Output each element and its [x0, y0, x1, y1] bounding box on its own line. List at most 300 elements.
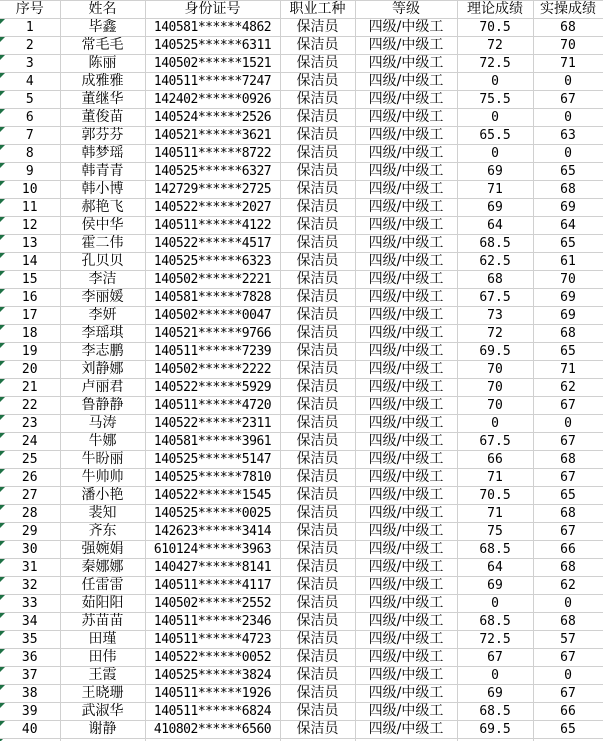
- cell-theory-score[interactable]: 0: [457, 415, 533, 433]
- serial-number-text: 28: [21, 506, 38, 521]
- cell-serial-number[interactable]: [0, 541, 60, 559]
- cell-serial-number[interactable]: [0, 451, 60, 469]
- table-row: [0, 451, 603, 469]
- cell-theory-score[interactable]: 70: [457, 361, 533, 379]
- cell-job-type[interactable]: 保洁员: [280, 19, 355, 37]
- cell-serial-number[interactable]: [0, 163, 60, 181]
- cell-id-number[interactable]: 140511******7239: [145, 343, 280, 361]
- cell-name[interactable]: 李志鹏: [60, 343, 145, 361]
- cell-job-type[interactable]: 保洁员: [280, 37, 355, 55]
- cell-id-number[interactable]: 410802******6560: [145, 721, 280, 739]
- cell-level[interactable]: 四级/中级工: [355, 667, 457, 685]
- cell-name[interactable]: 成雅雅: [60, 73, 145, 91]
- cell-level[interactable]: 四级/中级工: [355, 559, 457, 577]
- cell-practical-score[interactable]: 68: [533, 325, 603, 343]
- cell-practical-score[interactable]: 0: [533, 73, 603, 91]
- cell-job-type[interactable]: 保洁员: [280, 667, 355, 685]
- cell-name[interactable]: 毕鑫: [60, 19, 145, 37]
- cell-id-number[interactable]: 140525******3824: [145, 667, 280, 685]
- cell-serial-number[interactable]: [0, 667, 60, 685]
- cell-serial-number[interactable]: [0, 235, 60, 253]
- cell-level[interactable]: 四级/中级工: [355, 127, 457, 145]
- cell-theory-score[interactable]: 68.5: [457, 235, 533, 253]
- cell-job-type[interactable]: 保洁员: [280, 703, 355, 721]
- cell-practical-score[interactable]: 63: [533, 127, 603, 145]
- cell-theory-score[interactable]: 70: [457, 397, 533, 415]
- cell-serial-number[interactable]: [0, 487, 60, 505]
- cell-name[interactable]: 牛娜: [60, 433, 145, 451]
- cell-theory-score[interactable]: 68: [457, 271, 533, 289]
- cell-level[interactable]: 四级/中级工: [355, 469, 457, 487]
- cell-practical-score[interactable]: 68: [533, 181, 603, 199]
- error-indicator-icon: [0, 559, 5, 564]
- cell-level[interactable]: 四级/中级工: [355, 433, 457, 451]
- cell-job-type[interactable]: 保洁员: [280, 505, 355, 523]
- cell-name[interactable]: 郝艳飞: [60, 199, 145, 217]
- cell-id-number[interactable]: 140511******7247: [145, 73, 280, 91]
- cell-level[interactable]: 四级/中级工: [355, 685, 457, 703]
- cell-name[interactable]: 侯中华: [60, 217, 145, 235]
- cell-practical-score[interactable]: 61: [533, 253, 603, 271]
- cell-level[interactable]: 四级/中级工: [355, 379, 457, 397]
- cell-id-number[interactable]: 140502******2222: [145, 361, 280, 379]
- cell-id-number[interactable]: 142402******0926: [145, 91, 280, 109]
- cell-job-type[interactable]: 保洁员: [280, 487, 355, 505]
- cell-id-number[interactable]: 140525******5147: [145, 451, 280, 469]
- cell-theory-score[interactable]: 67.5: [457, 289, 533, 307]
- cell-serial-number[interactable]: [0, 217, 60, 235]
- cell-id-number[interactable]: 140511******8722: [145, 145, 280, 163]
- cell-name[interactable]: 马涛: [60, 415, 145, 433]
- cell-practical-score[interactable]: 69: [533, 307, 603, 325]
- cell-serial-number[interactable]: [0, 415, 60, 433]
- cell-level[interactable]: 四级/中级工: [355, 361, 457, 379]
- cell-id-number[interactable]: 140581******4862: [145, 19, 280, 37]
- cell-practical-score[interactable]: 64: [533, 217, 603, 235]
- header-cell-id[interactable]: 身份证号: [145, 1, 280, 19]
- cell-level[interactable]: 四级/中级工: [355, 73, 457, 91]
- cell-level[interactable]: 四级/中级工: [355, 145, 457, 163]
- cell-theory-score[interactable]: 71: [457, 505, 533, 523]
- cell-serial-number[interactable]: [0, 703, 60, 721]
- cell-serial-number[interactable]: [0, 127, 60, 145]
- cell-job-type[interactable]: 保洁员: [280, 523, 355, 541]
- cell-name[interactable]: 韩小博: [60, 181, 145, 199]
- cell-serial-number[interactable]: [0, 577, 60, 595]
- error-indicator-icon: [0, 451, 5, 456]
- cell-serial-number[interactable]: [0, 73, 60, 91]
- cell-id-number[interactable]: 140511******2346: [145, 613, 280, 631]
- cell-practical-score[interactable]: 68: [533, 505, 603, 523]
- cell-level[interactable]: 四级/中级工: [355, 631, 457, 649]
- cell-theory-score[interactable]: 64: [457, 559, 533, 577]
- cell-practical-score[interactable]: 62: [533, 577, 603, 595]
- cell-name[interactable]: 韩梦瑶: [60, 145, 145, 163]
- cell-serial-number[interactable]: [0, 433, 60, 451]
- cell-id-number[interactable]: 140525******6327: [145, 163, 280, 181]
- cell-id-number[interactable]: 140511******4122: [145, 217, 280, 235]
- cell-serial-number[interactable]: [0, 19, 60, 37]
- cell-level[interactable]: 四级/中级工: [355, 523, 457, 541]
- cell-id-number[interactable]: 140521******9766: [145, 325, 280, 343]
- cell-id-number[interactable]: 140521******3621: [145, 127, 280, 145]
- cell-name[interactable]: 李丽媛: [60, 289, 145, 307]
- cell-job-type[interactable]: 保洁员: [280, 343, 355, 361]
- cell-practical-score[interactable]: 69: [533, 199, 603, 217]
- cell-theory-score[interactable]: 65.5: [457, 127, 533, 145]
- serial-number-text: 36: [21, 650, 38, 665]
- header-cell-theory[interactable]: 理论成绩: [457, 1, 533, 19]
- serial-number-text: 25: [21, 452, 38, 467]
- cell-name[interactable]: 孔贝贝: [60, 253, 145, 271]
- header-cell-name[interactable]: 姓名: [60, 1, 145, 19]
- cell-name[interactable]: 田瑾: [60, 631, 145, 649]
- cell-level[interactable]: 四级/中级工: [355, 19, 457, 37]
- cell-practical-score[interactable]: 67: [533, 397, 603, 415]
- cell-id-number[interactable]: 140511******4723: [145, 631, 280, 649]
- cell-name[interactable]: 王晓珊: [60, 685, 145, 703]
- cell-name[interactable]: 霍二伟: [60, 235, 145, 253]
- cell-serial-number[interactable]: [0, 595, 60, 613]
- cell-theory-score[interactable]: 72: [457, 37, 533, 55]
- cell-id-number[interactable]: 140502******0047: [145, 307, 280, 325]
- header-cell-job[interactable]: 职业工种: [280, 1, 355, 19]
- cell-serial-number[interactable]: [0, 613, 60, 631]
- cell-name[interactable]: 谢静: [60, 721, 145, 739]
- cell-name[interactable]: 卢丽君: [60, 379, 145, 397]
- cell-name[interactable]: 王霞: [60, 667, 145, 685]
- cell-name[interactable]: 鲁静静: [60, 397, 145, 415]
- cell-job-type[interactable]: 保洁员: [280, 379, 355, 397]
- cell-name[interactable]: 刘静娜: [60, 361, 145, 379]
- cell-theory-score[interactable]: 0: [457, 595, 533, 613]
- cell-job-type[interactable]: 保洁员: [280, 397, 355, 415]
- table-row: [0, 523, 603, 541]
- cell-theory-score[interactable]: 68.5: [457, 703, 533, 721]
- cell-practical-score[interactable]: 0: [533, 145, 603, 163]
- cell-id-number[interactable]: 140525******7810: [145, 469, 280, 487]
- cell-name[interactable]: 秦娜娜: [60, 559, 145, 577]
- cell-theory-score[interactable]: 69: [457, 577, 533, 595]
- cell-id-number[interactable]: 140511******1926: [145, 685, 280, 703]
- cell-level[interactable]: 四级/中级工: [355, 343, 457, 361]
- cell-level[interactable]: 四级/中级工: [355, 199, 457, 217]
- cell-id-number[interactable]: 140522******2027: [145, 199, 280, 217]
- cell-job-type[interactable]: 保洁员: [280, 415, 355, 433]
- cell-job-type[interactable]: 保洁员: [280, 577, 355, 595]
- cell-job-type[interactable]: 保洁员: [280, 217, 355, 235]
- cell-job-type[interactable]: 保洁员: [280, 469, 355, 487]
- cell-id-number[interactable]: 142729******2725: [145, 181, 280, 199]
- cell-id-number[interactable]: 140522******2311: [145, 415, 280, 433]
- cell-job-type[interactable]: 保洁员: [280, 361, 355, 379]
- cell-id-number[interactable]: 140522******5929: [145, 379, 280, 397]
- cell-name[interactable]: 郭芬芬: [60, 127, 145, 145]
- cell-id-number[interactable]: 140427******8141: [145, 559, 280, 577]
- cell-theory-score[interactable]: 67: [457, 649, 533, 667]
- cell-serial-number[interactable]: [0, 253, 60, 271]
- cell-id-number[interactable]: 610124******3963: [145, 541, 280, 559]
- cell-theory-score[interactable]: 66: [457, 451, 533, 469]
- cell-level[interactable]: 四级/中级工: [355, 649, 457, 667]
- cell-name[interactable]: 李洁: [60, 271, 145, 289]
- cell-level[interactable]: 四级/中级工: [355, 487, 457, 505]
- cell-practical-score[interactable]: 67: [533, 433, 603, 451]
- cell-job-type[interactable]: 保洁员: [280, 649, 355, 667]
- cell-level[interactable]: 四级/中级工: [355, 541, 457, 559]
- cell-theory-score[interactable]: 0: [457, 145, 533, 163]
- cell-practical-score[interactable]: 67: [533, 685, 603, 703]
- cell-practical-score[interactable]: 67: [533, 523, 603, 541]
- cell-name[interactable]: 齐东: [60, 523, 145, 541]
- cell-theory-score[interactable]: 68.5: [457, 541, 533, 559]
- cell-job-type[interactable]: 保洁员: [280, 289, 355, 307]
- cell-job-type[interactable]: 保洁员: [280, 109, 355, 127]
- cell-theory-score[interactable]: 69.5: [457, 343, 533, 361]
- cell-theory-score[interactable]: 69: [457, 685, 533, 703]
- cell-level[interactable]: 四级/中级工: [355, 217, 457, 235]
- cell-theory-score[interactable]: 69: [457, 199, 533, 217]
- cell-theory-score[interactable]: 68.5: [457, 613, 533, 631]
- cell-level[interactable]: 四级/中级工: [355, 55, 457, 73]
- cell-level[interactable]: 四级/中级工: [355, 235, 457, 253]
- cell-practical-score[interactable]: 70: [533, 271, 603, 289]
- cell-id-number[interactable]: 140525******6323: [145, 253, 280, 271]
- cell-job-type[interactable]: 保洁员: [280, 433, 355, 451]
- cell-job-type[interactable]: 保洁员: [280, 613, 355, 631]
- cell-id-number[interactable]: 140522******0052: [145, 649, 280, 667]
- cell-serial-number[interactable]: [0, 721, 60, 739]
- cell-level[interactable]: 四级/中级工: [355, 613, 457, 631]
- error-indicator-icon: [0, 91, 5, 96]
- cell-serial-number[interactable]: [0, 379, 60, 397]
- cell-serial-number[interactable]: [0, 325, 60, 343]
- cell-name[interactable]: 李瑶琪: [60, 325, 145, 343]
- cell-name[interactable]: 武淑华: [60, 703, 145, 721]
- cell-name[interactable]: 田伟: [60, 649, 145, 667]
- cell-name[interactable]: 韩青青: [60, 163, 145, 181]
- cell-id-number[interactable]: 140525******0025: [145, 505, 280, 523]
- cell-level[interactable]: 四级/中级工: [355, 595, 457, 613]
- cell-name[interactable]: 董继华: [60, 91, 145, 109]
- cell-theory-score[interactable]: 69: [457, 163, 533, 181]
- cell-id-number[interactable]: 140525******6311: [145, 37, 280, 55]
- cell-id-number[interactable]: 140581******3961: [145, 433, 280, 451]
- cell-serial-number[interactable]: [0, 181, 60, 199]
- cell-job-type[interactable]: 保洁员: [280, 181, 355, 199]
- cell-name[interactable]: 茹阳阳: [60, 595, 145, 613]
- cell-practical-score[interactable]: 65: [533, 487, 603, 505]
- cell-theory-score[interactable]: 70.5: [457, 487, 533, 505]
- cell-serial-number[interactable]: [0, 505, 60, 523]
- serial-number-text: 34: [21, 614, 38, 629]
- cell-practical-score[interactable]: 57: [533, 631, 603, 649]
- cell-practical-score[interactable]: 65: [533, 343, 603, 361]
- cell-name[interactable]: 任雷雷: [60, 577, 145, 595]
- cell-name[interactable]: 裴知: [60, 505, 145, 523]
- cell-practical-score[interactable]: 71: [533, 55, 603, 73]
- cell-level[interactable]: 四级/中级工: [355, 271, 457, 289]
- cell-serial-number[interactable]: [0, 469, 60, 487]
- cell-serial-number[interactable]: [0, 649, 60, 667]
- cell-theory-score[interactable]: 70.5: [457, 19, 533, 37]
- cell-level[interactable]: 四级/中级工: [355, 181, 457, 199]
- cell-job-type[interactable]: 保洁员: [280, 199, 355, 217]
- cell-job-type[interactable]: 保洁员: [280, 127, 355, 145]
- cell-job-type[interactable]: 保洁员: [280, 55, 355, 73]
- cell-job-type[interactable]: 保洁员: [280, 163, 355, 181]
- cell-id-number[interactable]: 140522******1545: [145, 487, 280, 505]
- cell-job-type[interactable]: 保洁员: [280, 235, 355, 253]
- cell-level[interactable]: 四级/中级工: [355, 505, 457, 523]
- cell-job-type[interactable]: 保洁员: [280, 73, 355, 91]
- cell-serial-number[interactable]: [0, 289, 60, 307]
- cell-name[interactable]: 牛盼丽: [60, 451, 145, 469]
- cell-name[interactable]: 李妍: [60, 307, 145, 325]
- cell-theory-score[interactable]: 64: [457, 217, 533, 235]
- cell-id-number[interactable]: 142623******3414: [145, 523, 280, 541]
- cell-theory-score[interactable]: 0: [457, 73, 533, 91]
- cell-theory-score[interactable]: 70: [457, 379, 533, 397]
- cell-serial-number[interactable]: [0, 397, 60, 415]
- cell-practical-score[interactable]: 0: [533, 109, 603, 127]
- cell-job-type[interactable]: 保洁员: [280, 595, 355, 613]
- cell-level[interactable]: 四级/中级工: [355, 253, 457, 271]
- cell-name[interactable]: 潘小艳: [60, 487, 145, 505]
- cell-job-type[interactable]: 保洁员: [280, 307, 355, 325]
- cell-theory-score[interactable]: 75: [457, 523, 533, 541]
- cell-level[interactable]: 四级/中级工: [355, 289, 457, 307]
- cell-theory-score[interactable]: 0: [457, 667, 533, 685]
- cell-id-number[interactable]: 140581******7828: [145, 289, 280, 307]
- cell-name[interactable]: 牛帅帅: [60, 469, 145, 487]
- error-indicator-icon: [0, 271, 5, 276]
- cell-name[interactable]: 强婉娟: [60, 541, 145, 559]
- cell-serial-number[interactable]: [0, 55, 60, 73]
- cell-theory-score[interactable]: 71: [457, 469, 533, 487]
- cell-theory-score[interactable]: 72.5: [457, 55, 533, 73]
- error-indicator-icon: [0, 127, 5, 132]
- cell-level[interactable]: 四级/中级工: [355, 415, 457, 433]
- cell-id-number[interactable]: 140502******1521: [145, 55, 280, 73]
- cell-job-type[interactable]: 保洁员: [280, 631, 355, 649]
- cell-level[interactable]: 四级/中级工: [355, 703, 457, 721]
- cell-practical-score[interactable]: 70: [533, 37, 603, 55]
- cell-serial-number[interactable]: [0, 523, 60, 541]
- cell-level[interactable]: 四级/中级工: [355, 721, 457, 739]
- cell-practical-score[interactable]: 65: [533, 163, 603, 181]
- cell-practical-score[interactable]: 66: [533, 703, 603, 721]
- cell-theory-score[interactable]: 71: [457, 181, 533, 199]
- cell-serial-number[interactable]: [0, 343, 60, 361]
- cell-serial-number[interactable]: [0, 145, 60, 163]
- cell-practical-score[interactable]: 68: [533, 19, 603, 37]
- cell-id-number[interactable]: 140511******4720: [145, 397, 280, 415]
- cell-level[interactable]: 四级/中级工: [355, 325, 457, 343]
- cell-practical-score[interactable]: 67: [533, 91, 603, 109]
- cell-level[interactable]: 四级/中级工: [355, 577, 457, 595]
- cell-job-type[interactable]: 保洁员: [280, 541, 355, 559]
- cell-level[interactable]: 四级/中级工: [355, 163, 457, 181]
- cell-practical-score[interactable]: 68: [533, 613, 603, 631]
- cell-id-number[interactable]: 140511******6824: [145, 703, 280, 721]
- header-cell-practical[interactable]: 实操成绩: [533, 1, 603, 19]
- cell-level[interactable]: 四级/中级工: [355, 397, 457, 415]
- cell-theory-score[interactable]: 69.5: [457, 721, 533, 739]
- cell-name[interactable]: 董俊苗: [60, 109, 145, 127]
- cell-serial-number[interactable]: [0, 91, 60, 109]
- error-indicator-icon: [0, 73, 5, 78]
- cell-job-type[interactable]: 保洁员: [280, 145, 355, 163]
- cell-practical-score[interactable]: 67: [533, 469, 603, 487]
- cell-practical-score[interactable]: 65: [533, 235, 603, 253]
- cell-level[interactable]: 四级/中级工: [355, 307, 457, 325]
- cell-practical-score[interactable]: 0: [533, 415, 603, 433]
- cell-theory-score[interactable]: 73: [457, 307, 533, 325]
- cell-practical-score[interactable]: 0: [533, 667, 603, 685]
- cell-theory-score[interactable]: 0: [457, 109, 533, 127]
- cell-serial-number[interactable]: [0, 37, 60, 55]
- header-cell-serial[interactable]: 序号: [0, 1, 60, 19]
- cell-id-number[interactable]: 140524******2526: [145, 109, 280, 127]
- cell-practical-score[interactable]: 0: [533, 595, 603, 613]
- cell-name[interactable]: 苏苗苗: [60, 613, 145, 631]
- cell-serial-number[interactable]: [0, 199, 60, 217]
- cell-id-number[interactable]: 140502******2552: [145, 595, 280, 613]
- cell-job-type[interactable]: 保洁员: [280, 721, 355, 739]
- header-cell-level[interactable]: 等级: [355, 1, 457, 19]
- cell-serial-number[interactable]: [0, 109, 60, 127]
- cell-id-number[interactable]: 140522******4517: [145, 235, 280, 253]
- cell-practical-score[interactable]: 68: [533, 451, 603, 469]
- cell-serial-number[interactable]: [0, 271, 60, 289]
- cell-job-type[interactable]: 保洁员: [280, 271, 355, 289]
- cell-serial-number[interactable]: [0, 361, 60, 379]
- cell-practical-score[interactable]: 66: [533, 541, 603, 559]
- cell-practical-score[interactable]: 65: [533, 721, 603, 739]
- cell-id-number[interactable]: 140502******2221: [145, 271, 280, 289]
- cell-job-type[interactable]: 保洁员: [280, 685, 355, 703]
- cell-level[interactable]: 四级/中级工: [355, 91, 457, 109]
- cell-job-type[interactable]: 保洁员: [280, 325, 355, 343]
- cell-job-type[interactable]: 保洁员: [280, 559, 355, 577]
- cell-practical-score[interactable]: 67: [533, 649, 603, 667]
- cell-theory-score[interactable]: 75.5: [457, 91, 533, 109]
- cell-level[interactable]: 四级/中级工: [355, 109, 457, 127]
- cell-practical-score[interactable]: 71: [533, 361, 603, 379]
- cell-practical-score[interactable]: 68: [533, 559, 603, 577]
- cell-practical-score[interactable]: 69: [533, 289, 603, 307]
- cell-theory-score[interactable]: 62.5: [457, 253, 533, 271]
- cell-name[interactable]: 陈丽: [60, 55, 145, 73]
- cell-theory-score[interactable]: 67.5: [457, 433, 533, 451]
- cell-practical-score[interactable]: 62: [533, 379, 603, 397]
- cell-serial-number[interactable]: [0, 631, 60, 649]
- cell-id-number[interactable]: 140511******4117: [145, 577, 280, 595]
- error-indicator-icon: [0, 307, 5, 312]
- cell-serial-number[interactable]: [0, 307, 60, 325]
- cell-job-type[interactable]: 保洁员: [280, 253, 355, 271]
- cell-theory-score[interactable]: 72: [457, 325, 533, 343]
- cell-job-type[interactable]: 保洁员: [280, 451, 355, 469]
- cell-level[interactable]: 四级/中级工: [355, 37, 457, 55]
- cell-theory-score[interactable]: 72.5: [457, 631, 533, 649]
- cell-serial-number[interactable]: [0, 559, 60, 577]
- cell-job-type[interactable]: 保洁员: [280, 91, 355, 109]
- cell-name[interactable]: 常毛毛: [60, 37, 145, 55]
- cell-serial-number[interactable]: [0, 685, 60, 703]
- cell-level[interactable]: 四级/中级工: [355, 451, 457, 469]
